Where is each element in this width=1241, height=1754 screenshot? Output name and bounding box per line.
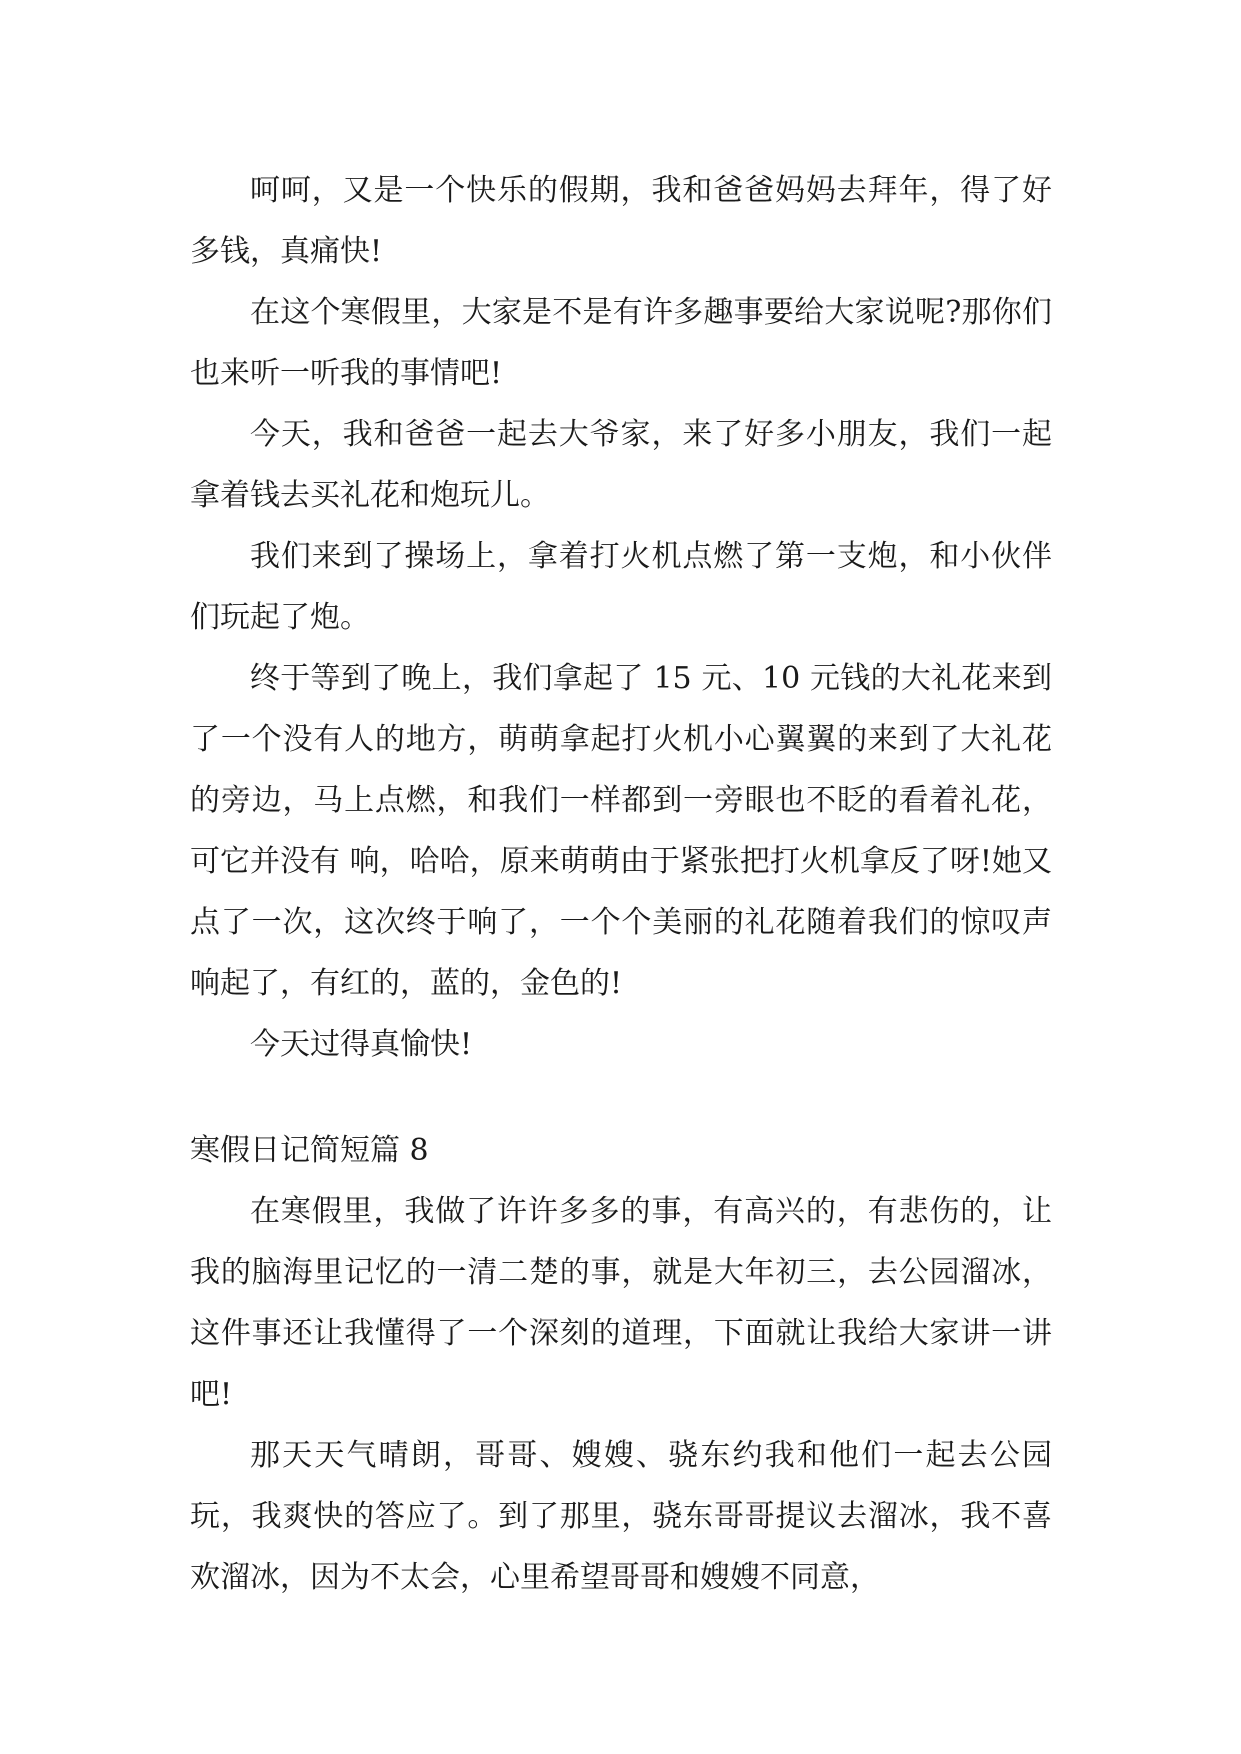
section-heading: 寒假日记简短篇 8: [190, 1133, 429, 1168]
paragraph: 在这个寒假里，大家是不是有许多趣事要给大家说呢?那你们也来听一听我的事情吧!: [190, 295, 1052, 391]
paragraph: 在寒假里，我做了许许多多的事，有高兴的，有悲伤的，让我的脑海里记忆的一清二楚的事，就是大年初三，去公园溜冰，这件事还让我懂得了一个深刻的道理，下面就让我给大家讲一讲吧!: [190, 1194, 1052, 1412]
paragraph: 今天过得真愉快!: [250, 1027, 473, 1062]
paragraph: 今天，我和爸爸一起去大爷家，来了好多小朋友，我们一起拿着钱去买礼花和炮玩儿。: [190, 417, 1052, 513]
paragraph: 那天天气晴朗，哥哥、嫂嫂、骁东约我和他们一起去公园玩，我爽快的答应了。到了那里，骁东哥哥提议去溜冰，我不喜欢溜冰，因为不太会，心里希望哥哥和嫂嫂不同意，: [190, 1438, 1052, 1595]
paragraph: 呵呵，又是一个快乐的假期，我和爸爸妈妈去拜年，得了好多钱，真痛快!: [190, 173, 1052, 269]
paragraph: 终于等到了晚上，我们拿起了 15 元、10 元钱的大礼花来到了一个没有人的地方，萌萌拿起打火机小心翼翼的来到了大礼花的旁边，马上点燃，和我们一样都到一旁眼也不眨的看着礼花，可它并没有 响，哈哈，原来萌萌由于紧张把打火机拿反了呀!她又点了一次，这次终于响了，一个个美丽的礼花随着我们的惊叹声响起了，有红的，蓝的，金色的!: [190, 661, 1052, 1001]
document-body: [190, 160, 1052, 1608]
paragraph: 我们来到了操场上，拿着打火机点燃了第一支炮，和小伙伴们玩起了炮。: [190, 539, 1052, 635]
